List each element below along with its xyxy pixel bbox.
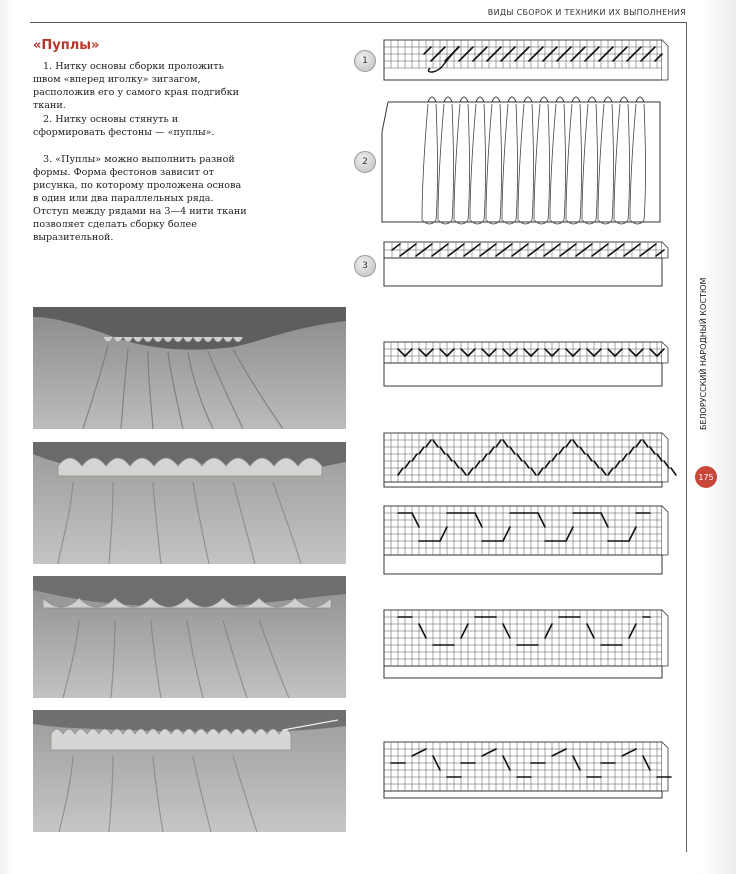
fabric-fold [662,40,668,80]
paragraph-2: 2. Нитку основы стянуть и сформировать фестоны — «пуплы». [33,114,215,138]
fabric-body [384,791,662,798]
fabric-body [384,555,662,574]
fabric-body [384,666,662,678]
pleat-loop [524,97,532,102]
pleat-loop [460,97,468,102]
pleat-loop [620,97,628,102]
fabric-body [384,482,662,487]
pleat-loop [508,97,516,102]
paragraph-1: 1. Нитку основы сборки проложить швом «вперед иголку» зигзагом, расположив его у самого края подгибки ткани. [33,61,239,111]
diagram-pattern-c [384,506,668,576]
diagram-pattern-b [384,433,668,489]
grid-frame [384,40,662,80]
photo-wave-scallops [33,576,346,698]
pleat-loop [636,97,644,102]
fabric-fold [662,742,668,791]
pleat-loop [444,97,452,102]
step-badge-2: 2 [354,151,376,173]
pleat-loop [572,97,580,102]
diagram-step-3 [384,242,668,288]
fabric-fold [662,433,668,482]
pleat-loop [540,97,548,102]
fabric-fold [662,610,668,666]
fabric-fold [662,506,668,555]
photo-double-row-gathers [33,710,346,832]
photo-small-pleats [33,307,346,429]
diagram-step-2 [378,92,668,234]
pleat-loop [588,97,596,102]
pleat-loop [476,97,484,102]
pleat-loop [556,97,564,102]
diagram-pattern-a [384,342,668,388]
page-number-badge: 175 [695,466,717,488]
pleat-loop [492,97,500,102]
diagram-pattern-d [384,610,668,680]
section-title: «Пуплы» [33,38,100,53]
fabric-fold [662,342,668,363]
pleat-loop [428,97,436,102]
step-badge-3: 3 [354,255,376,277]
pleat-loop [604,97,612,102]
grid-frame [384,342,662,363]
step-badge-1: 1 [354,50,376,72]
running-head: ВИДЫ СБОРОК И ТЕХНИКИ ИХ ВЫПОЛНЕНИЯ [487,8,686,17]
paragraph-3: 3. «Пуплы» можно выполнить разной формы. Форма фестонов зависит от рисунка, по которому проложена основа в один или два параллельных ряда. Отступ между рядами на 3—4 нити ткани позволяет сделать сборку более выразительной. [33,154,247,243]
margin-rule [686,22,687,852]
header-rule [30,22,686,23]
side-title: БЕЛОРУССКИЙ НАРОДНЫЙ КОСТЮМ [699,277,708,430]
fabric-body [384,363,662,386]
diagram-step-1 [384,40,668,82]
diagram-pattern-e [384,742,668,800]
photo-round-scallops [33,442,346,564]
grid-frame [384,433,662,482]
fabric-body [384,258,662,286]
